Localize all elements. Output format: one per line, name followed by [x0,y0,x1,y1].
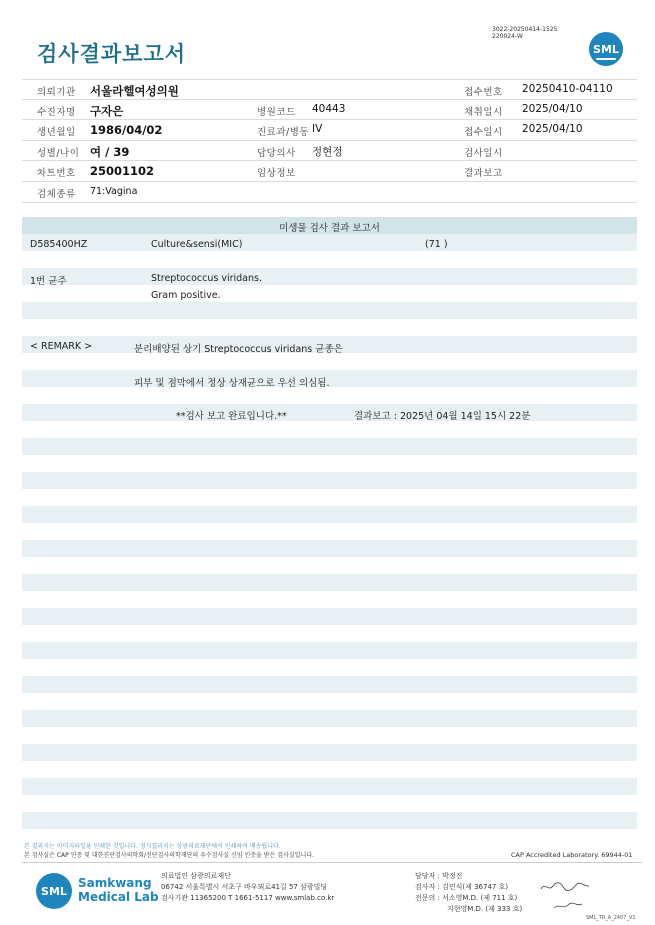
stripe [22,812,637,829]
info-label: 생년월일 [37,127,76,139]
stripe [22,387,637,404]
footer-divider [22,862,642,863]
form-code: SML_TR_A_2407_V1 [586,915,636,921]
stripe [22,523,637,540]
info-value: 1986/04/02 [90,123,163,138]
info-label: 의뢰기관 [37,87,76,98]
stripe [22,404,637,421]
signers [415,871,522,915]
stripe [22,285,637,302]
stripe [22,234,637,251]
info-value: 여 / 39 [90,144,130,159]
stripe [22,421,637,438]
info-label: 검체종류 [37,188,76,200]
document-code-line2: 220024-W [492,33,523,40]
stripe [22,251,637,268]
info-label: 결과보고 [464,168,503,180]
test-code: D585400HZ [30,239,88,250]
patient-info-table [22,79,637,203]
info-label: 수진자명 [37,106,76,118]
info-value: 20250410-04110 [522,83,613,95]
document-code-line1: 3022-20250414-1525 [492,26,558,33]
info-value: 서울라헬여성의원 [90,84,179,98]
stripe [22,557,637,574]
signature-icon [553,901,583,913]
result-background [22,217,637,829]
test-name: Culture&sensi(MIC) [151,239,243,250]
stripe [22,727,637,744]
stripe [22,489,637,506]
brand-line: Samkwang [78,876,152,890]
organism-name: Streptococcus viridans. [151,273,262,284]
stripe [22,302,637,319]
sml-logo-icon: SML [589,32,623,66]
stripe [22,642,637,659]
info-value: 구자은 [90,103,124,118]
section-title: 미생물 검사 결과 보고서 [279,223,380,234]
stripe [22,268,637,285]
signer-line: 전문의 : 서소영M.D. (제 711 호) [415,894,518,902]
signer-line: 담당자 : 박정진 [415,872,463,880]
stripe [22,608,637,625]
address-line: 검사기관 11365200 T 1661-5117 www.smlab.co.kr [161,894,335,902]
info-label: 임상정보 [257,168,296,180]
notice-line: 본 검사실은 CAP 인증 및 대한진단검사의학회/진단검사의학재단의 우수검사실 신임 인증을 받은 검사실입니다. [24,852,314,859]
document-code [492,26,557,40]
info-row [22,161,637,182]
report-time: 결과보고 : 2025년 04월 14일 15시 22분 [354,411,531,422]
brand-line: Medical Lab [78,890,159,904]
stripe [22,540,637,557]
info-value: 정현정 [312,145,343,158]
stripe [22,574,637,591]
remark-line: 피부 및 점막에서 정상 상재균으로 우선 의심됨. [134,378,330,389]
completion-message: **검사 보고 완료입니다.** [176,411,287,422]
info-label: 차트번호 [37,168,76,180]
address-line: 의료법인 삼광의료재단 [161,872,231,880]
stripe [22,591,637,608]
info-row [22,182,637,203]
address-line: 06742 서울특별시 서초구 바우뫼로41길 57 삼광빌딩 [161,883,328,891]
stripe [22,676,637,693]
stripe [22,438,637,455]
sml-logo-icon: SML [36,873,72,909]
stripe [22,506,637,523]
stripe [22,693,637,710]
cap-accreditation: CAP Accredited Laboratory. 69944-01 [511,851,633,859]
info-value: 40443 [312,102,346,115]
info-label: 검사일시 [464,147,503,159]
info-label: 병원코드 [257,106,296,118]
stripe [22,761,637,778]
brand-name [78,876,159,904]
stripe [22,472,637,489]
remark-line: 분리배양된 상기 Streptococcus viridans 균종은 [134,344,343,355]
stripe [22,710,637,727]
stripe [22,625,637,642]
info-label: 채취일시 [464,106,503,118]
info-value: 2025/04/10 [522,123,583,136]
info-row [22,120,637,141]
info-row [22,79,637,100]
signer-line: 지현영M.D. (제 333 호) [447,905,523,913]
info-row [22,141,637,162]
info-value: 25001102 [90,164,155,179]
specimen-code: (71 ) [425,239,448,250]
stripe [22,778,637,795]
info-label: 진료과/병동 [257,127,310,139]
info-value: 2025/04/10 [522,102,583,115]
notice-line: 본 결과지는 이미지파일을 인쇄한 것입니다. 정식결과지는 삼광의료재단에서 인쇄하여 배송됩니다. [24,843,281,850]
lab-address [161,871,334,904]
page-title: 검사결과보고서 [37,42,187,66]
info-row [22,100,637,121]
stripe [22,455,637,472]
gram-stain: Gram positive. [151,290,221,301]
stripe [22,744,637,761]
info-label: 담당의사 [257,147,296,159]
stripe [22,319,637,336]
signer-line: 검사자 : 김민식(제 36747 호) [415,883,509,891]
info-label: 접수일시 [464,127,503,139]
signature-icon [540,881,590,895]
info-label: 성별/나이 [37,147,80,159]
info-value: 71:Vagina [90,185,138,197]
stripe [22,659,637,676]
isolate-label: 1번 균주 [30,276,67,287]
info-value: IV [312,123,323,136]
info-label: 접수번호 [464,87,503,98]
stripe [22,795,637,812]
remark-label: < REMARK > [30,341,93,352]
stripe [22,353,637,370]
